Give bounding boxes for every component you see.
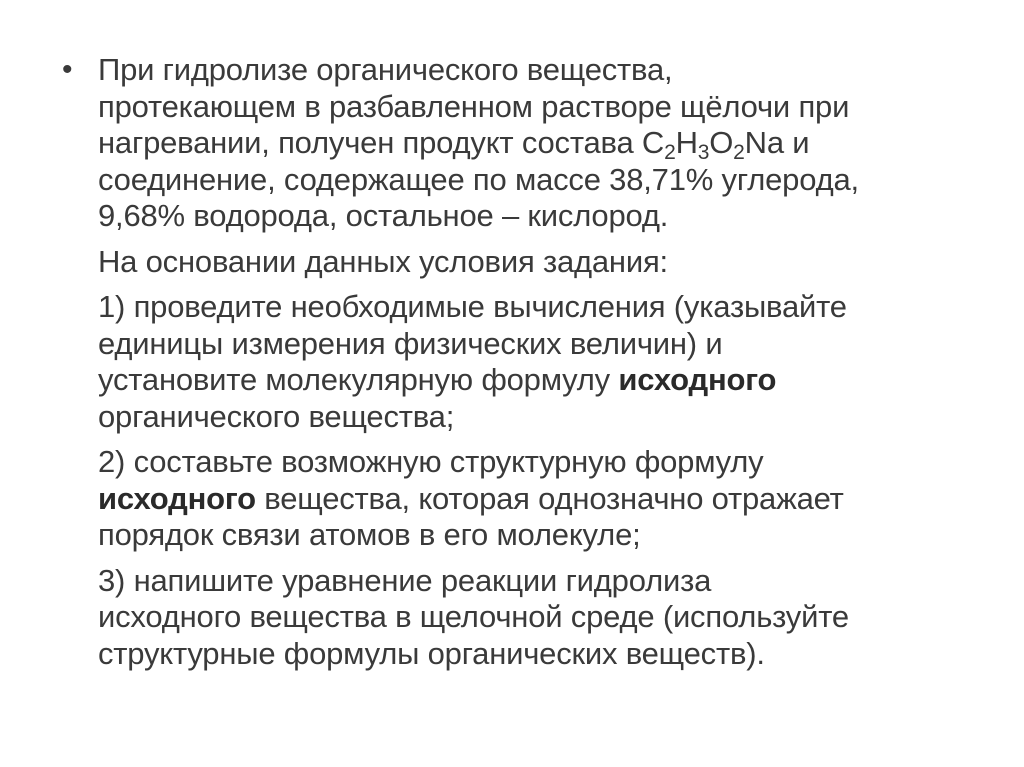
task-step-3: 3) напишите уравнение реакции гидролиза исходного вещества в щелочной среде (используйте структурные формулы органических веществ). [98,562,849,671]
bullet-icon: • [62,53,73,86]
condition-line-1: При гидролизе органического вещества, [98,52,673,87]
bullet-item [62,52,982,681]
task-step-2: 2) составьте возможную структурную формулу исходного вещества, которая однозначно отражает порядок связи атомов в его молекуле; [98,444,844,552]
slide-content [62,52,982,681]
condition-line-3: нагревании, получен продукт состава [98,125,642,160]
condition-line-5: 9,68% водорода, остальное – кислород. [98,198,669,233]
product-formula: $C_2H_3O_2Na$ [641,125,784,164]
task-text [98,52,982,681]
bold-keyword: исходного [98,480,256,516]
condition-line-2: протекающем в разбавленном растворе щёлочи при [98,88,850,124]
task-step-1: 1) проведите необходимые вычисления (указывайте единицы измерения физических величин) и установите молекулярную формулу исходного органического вещества; [98,289,847,434]
task-condition: При гидролизе органического вещества, протекающем в разбавленном растворе щёлочи при нагревании, получен продукт состава $C_2H_3O_2Na$ и соединение, содержащее по массе 38,71% углерода, 9,68% водорода, остальное – кислород. [98,52,859,233]
bold-keyword: исходного [618,362,777,397]
task-intro: На основании данных условия задания: [98,243,668,279]
condition-line-4: соединение, содержащее по массе 38,71% углерода, [98,161,859,197]
